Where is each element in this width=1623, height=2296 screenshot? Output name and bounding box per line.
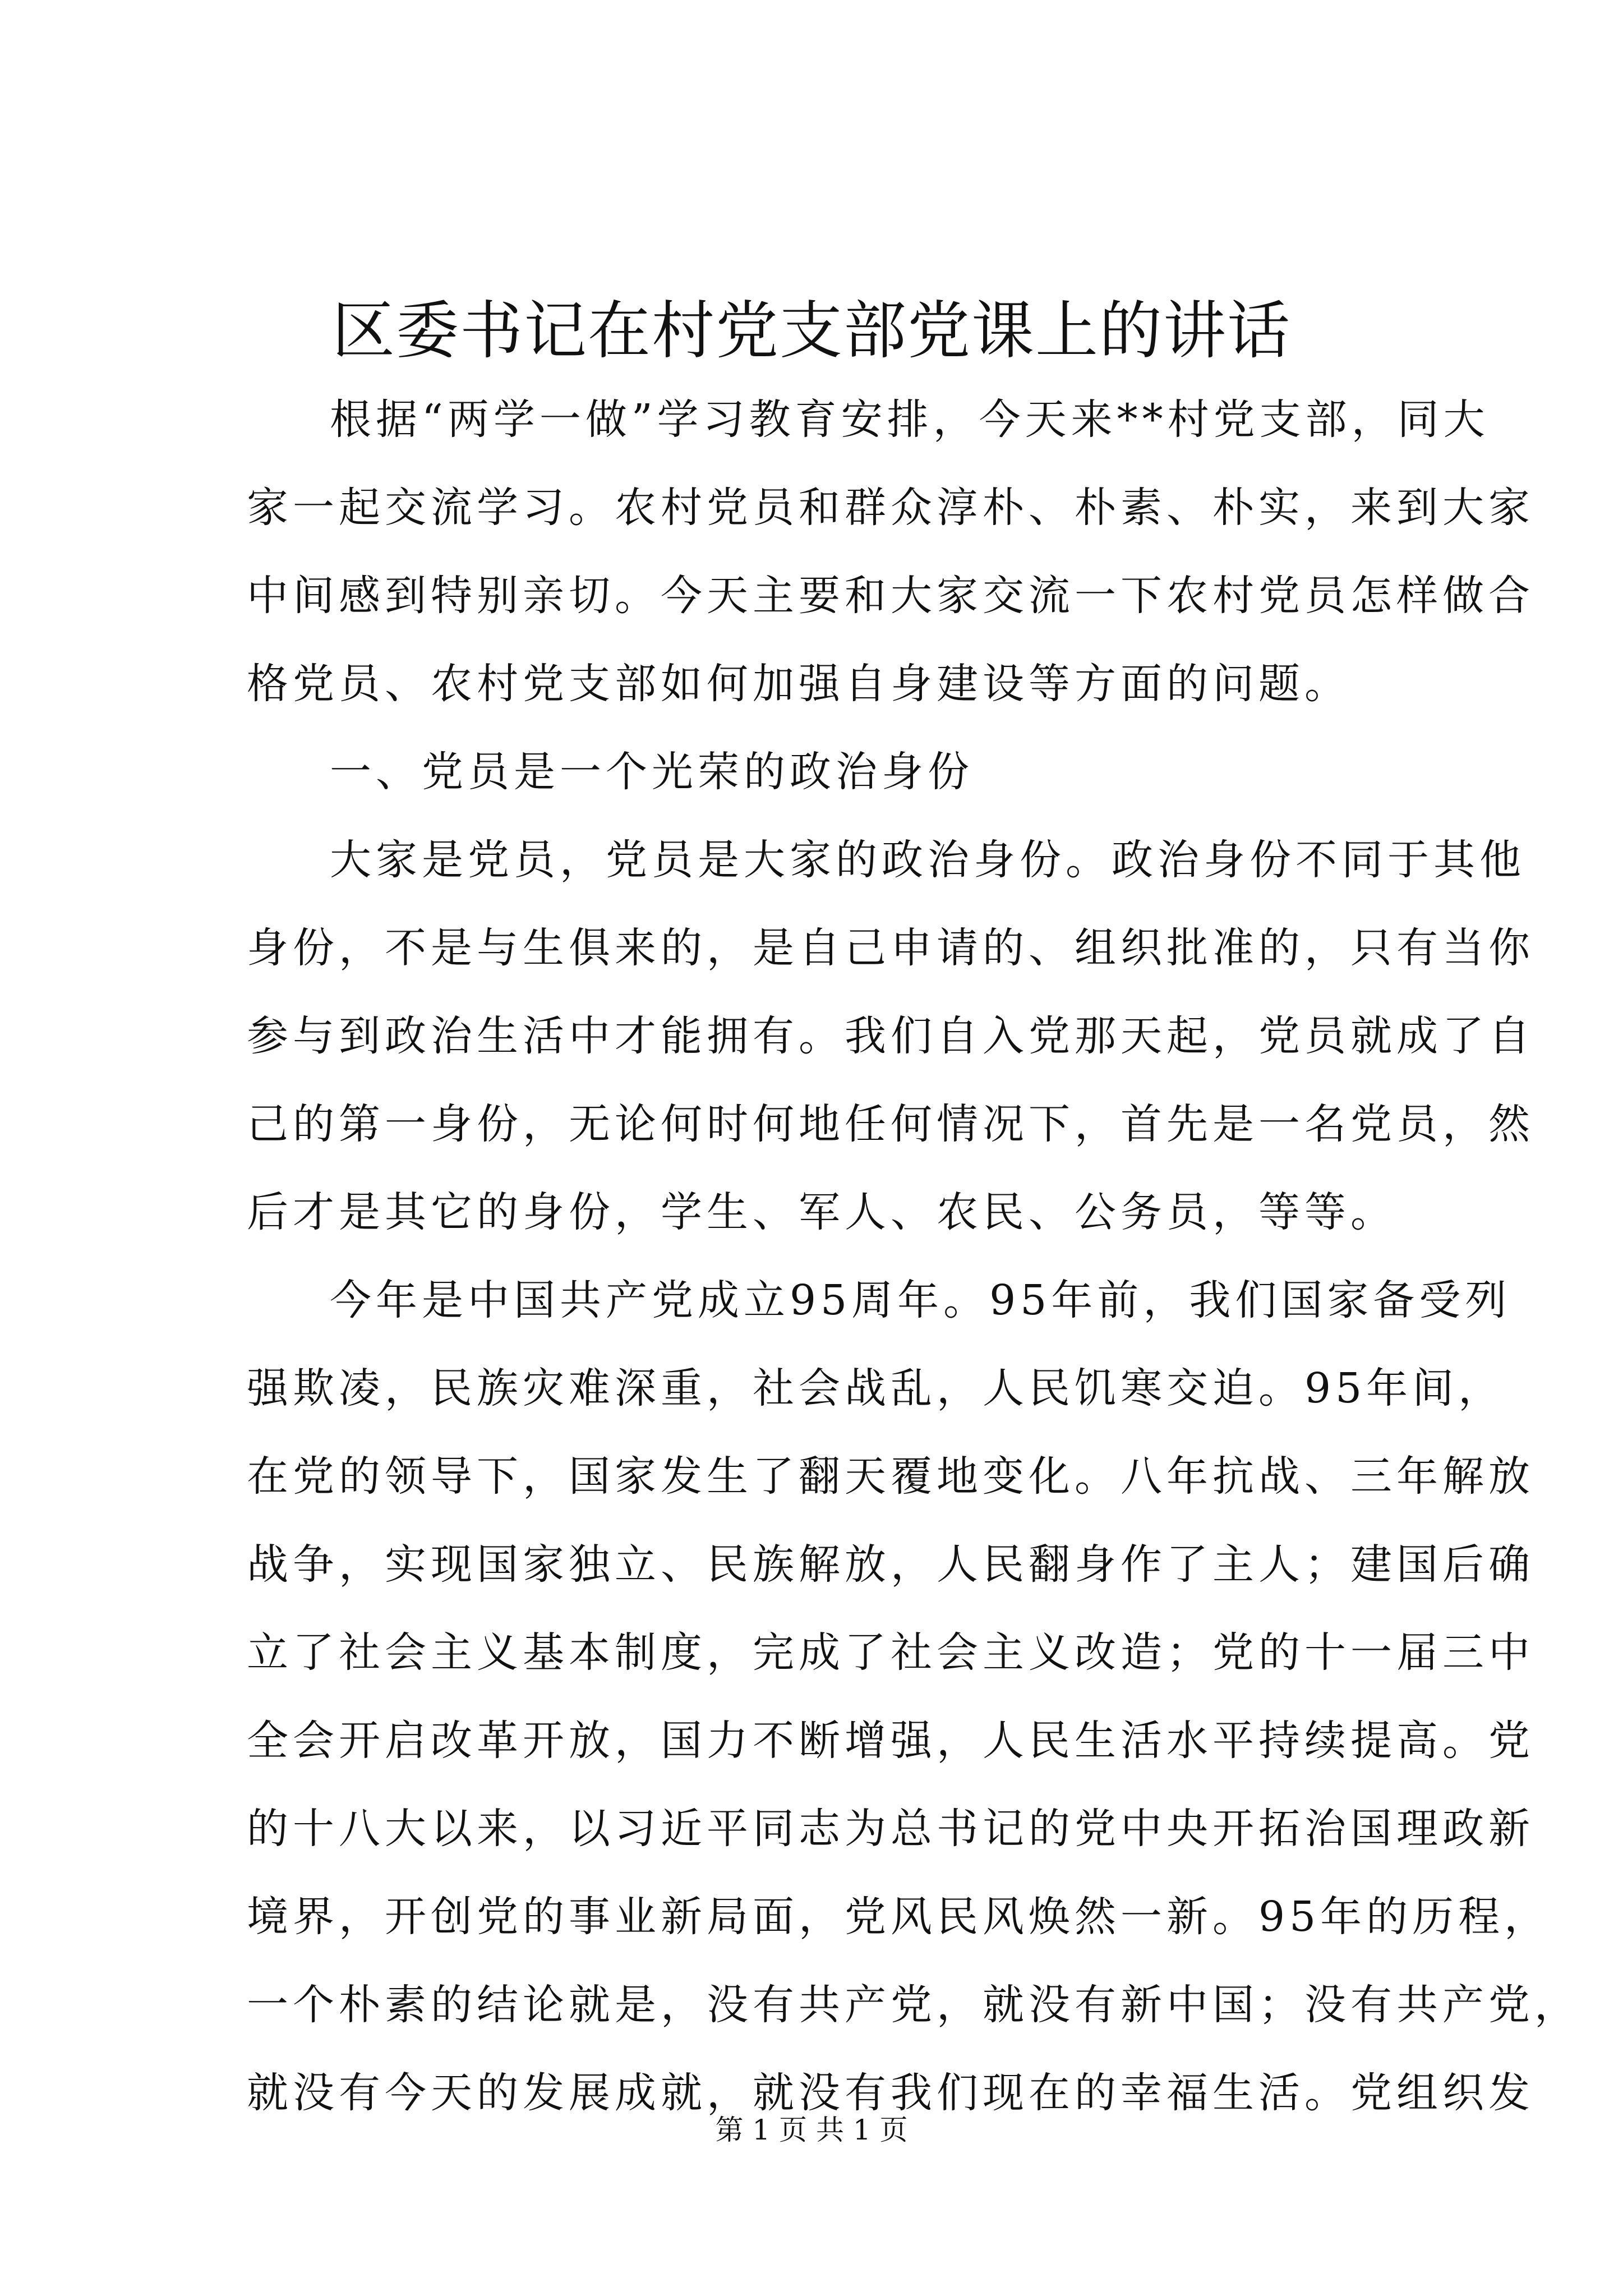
paragraph-line: 强欺凌，民族灾难深重，社会战乱，人民饥寒交迫。95年间， bbox=[247, 1364, 1505, 1412]
paragraph-line: 后才是其它的身份，学生、军人、农民、公务员，等等。 bbox=[247, 1188, 1396, 1236]
section-heading: 一、党员是一个光荣的政治身份 bbox=[330, 748, 974, 796]
paragraph-line: 全会开启改革开放，国力不断增强，人民生活水平持续提高。党 bbox=[247, 1717, 1534, 1765]
paragraph-line: 根据“两学一做”学习教育安排，今天来**村党支部，同大 bbox=[330, 395, 1490, 444]
page-footer: 第 1 页 共 1 页 bbox=[715, 2114, 908, 2146]
paragraph-line: 境界，开创党的事业新局面，党风民风焕然一新。95年的历程， bbox=[247, 1893, 1551, 1941]
paragraph-line: 格党员、农村党支部如何加强自身建设等方面的问题。 bbox=[247, 660, 1350, 708]
document-title: 区委书记在村党支部党课上的讲话 bbox=[332, 295, 1291, 367]
paragraph-line: 的十八大以来，以习近平同志为总书记的党中央开拓治国理政新 bbox=[247, 1805, 1534, 1853]
paragraph-line: 立了社会主义基本制度，完成了社会主义改造；党的十一届三中 bbox=[247, 1628, 1534, 1677]
document-body bbox=[247, 393, 1580, 2154]
paragraph-line: 参与到政治生活中才能拥有。我们自入党那天起，党员就成了自 bbox=[247, 1012, 1534, 1060]
paragraph-line: 中间感到特别亲切。今天主要和大家交流一下农村党员怎样做合 bbox=[247, 572, 1534, 620]
paragraph-line: 在党的领导下，国家发生了翻天覆地变化。八年抗战、三年解放 bbox=[247, 1452, 1534, 1501]
paragraph-line: 就没有今天的发展成就，就没有我们现在的幸福生活。党组织发 bbox=[247, 2069, 1534, 2117]
paragraph-line: 身份，不是与生俱来的，是自己申请的、组织批准的，只有当你 bbox=[247, 924, 1534, 972]
paragraph-line: 大家是党员，党员是大家的政治身份。政治身份不同于其他 bbox=[330, 836, 1525, 884]
paragraph-line: 己的第一身份，无论何时何地任何情况下，首先是一名党员，然 bbox=[247, 1100, 1534, 1148]
paragraph-line: 战争，实现国家独立、民族解放，人民翻身作了主人；建国后确 bbox=[247, 1540, 1534, 1589]
paragraph-line: 一个朴素的结论就是，没有共产党，就没有新中国；没有共产党， bbox=[247, 1981, 1580, 2029]
paragraph-line: 今年是中国共产党成立95周年。95年前，我们国家备受列 bbox=[330, 1276, 1511, 1324]
paragraph-line: 家一起交流学习。农村党员和群众淳朴、朴素、朴实，来到大家 bbox=[247, 484, 1534, 532]
